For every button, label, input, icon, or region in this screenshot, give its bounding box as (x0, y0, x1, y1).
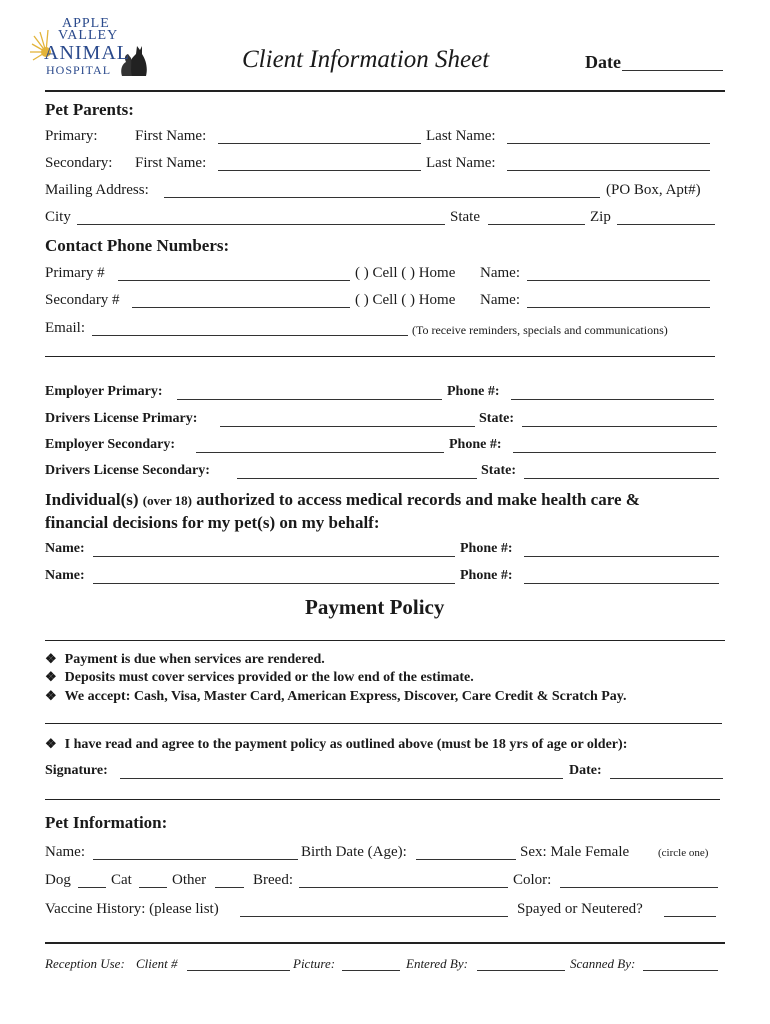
contact-heading: Contact Phone Numbers: (45, 236, 230, 255)
employer-primary-phone-input[interactable] (511, 386, 714, 400)
date-label: Date (585, 52, 621, 72)
authorized-heading-small: (over 18) (142, 493, 193, 508)
birth-date-label: Birth Date (Age): (301, 844, 407, 860)
header-date-line (622, 70, 723, 71)
breed-input[interactable] (299, 874, 508, 888)
authorized-name-1-input[interactable] (93, 543, 455, 557)
payment-top-divider (45, 640, 725, 641)
reception-row (45, 956, 725, 976)
logo-line-1: APPLE (62, 16, 110, 31)
employer-secondary-phone-input[interactable] (513, 439, 716, 453)
employer-secondary-input[interactable] (196, 439, 444, 453)
pet-name-input[interactable] (93, 846, 298, 860)
name-label: Name: (45, 568, 85, 583)
primary-parent-row (45, 128, 725, 148)
first-name-label: First Name: (135, 155, 207, 171)
dl-secondary-input[interactable] (237, 465, 477, 479)
authorized-phone-1-line (524, 556, 719, 557)
diamond-bullet-icon: ❖ (45, 669, 57, 684)
email-line (92, 335, 408, 336)
signature-line (120, 778, 563, 779)
phone-label: Phone #: (449, 437, 502, 452)
dl-primary-row (45, 411, 725, 431)
state-label: State (450, 209, 480, 225)
signature-date-line (610, 778, 723, 779)
dl-primary-state-line (522, 426, 717, 427)
payment-agree-text: I have read and agree to the payment policy as outlined above (must be 18 yrs of age or older): (64, 737, 628, 752)
scanned-by-label: Scanned By: (570, 956, 636, 971)
zip-label: Zip (590, 209, 611, 225)
state-input[interactable] (488, 211, 585, 225)
mailing-address-row (45, 182, 725, 202)
picture-line (342, 970, 400, 971)
secondary-contact-name-input[interactable] (527, 294, 710, 308)
color-input[interactable] (560, 874, 718, 888)
pet-species-row (45, 872, 725, 892)
contact-primary-row (45, 265, 725, 285)
primary-first-name-input[interactable] (218, 130, 421, 144)
entered-by-label: Entered By: (406, 956, 468, 971)
primary-phone-line (118, 280, 350, 281)
name-label: Name: (45, 541, 85, 556)
picture-label: Picture: (293, 956, 336, 971)
secondary-phone-label: Secondary # (45, 292, 120, 308)
zip-line (617, 224, 715, 225)
payment-item-1 (45, 651, 325, 668)
circle-one-note: (circle one) (658, 847, 709, 859)
hospital-logo (28, 14, 153, 80)
cat-input[interactable] (139, 874, 167, 888)
mailing-address-input[interactable] (164, 184, 600, 198)
primary-contact-name-input[interactable] (527, 267, 710, 281)
secondary-last-name-line (507, 170, 710, 171)
employer-secondary-line (196, 452, 444, 453)
email-input[interactable] (92, 322, 408, 336)
payment-mid-divider (45, 723, 722, 724)
authorized-row-2 (45, 568, 725, 588)
spayed-label: Spayed or Neutered? (517, 901, 643, 917)
dog-input[interactable] (78, 874, 106, 888)
reception-label: Reception Use: (45, 956, 125, 971)
payment-policy-heading: Payment Policy (305, 595, 445, 619)
pet-parents-heading: Pet Parents: (45, 100, 134, 119)
secondary-phone-line (132, 307, 350, 308)
employer-primary-phone-line (511, 399, 714, 400)
dl-secondary-label: Drivers License Secondary: (45, 463, 210, 478)
mailing-address-line (164, 197, 600, 198)
signature-input[interactable] (120, 765, 563, 779)
phone-label: Phone #: (460, 541, 513, 556)
primary-phone-label: Primary # (45, 265, 105, 281)
dl-primary-input[interactable] (220, 413, 475, 427)
contact-secondary-row (45, 292, 725, 312)
breed-line (299, 887, 508, 888)
state-line (488, 224, 585, 225)
page-title: Client Information Sheet (242, 46, 490, 73)
diamond-bullet-icon: ❖ (45, 688, 57, 703)
authorized-heading-line-2: financial decisions for my pet(s) on my behalf: (45, 513, 380, 532)
employer-primary-line (177, 399, 442, 400)
pet-info-heading: Pet Information: (45, 813, 168, 832)
secondary-label: Secondary: (45, 155, 113, 171)
vaccine-line (240, 916, 508, 917)
secondary-first-name-input[interactable] (218, 157, 421, 171)
pet-name-line (93, 859, 298, 860)
dog-line (78, 887, 106, 888)
city-input[interactable] (77, 211, 445, 225)
authorized-heading-part-b: authorized to access medical records and make health care & (192, 490, 640, 509)
entered-by-line (477, 970, 565, 971)
authorized-row-1 (45, 541, 725, 561)
reception-divider (45, 942, 725, 944)
header-date-field[interactable] (622, 56, 722, 70)
secondary-parent-row (45, 155, 725, 175)
payment-bottom-divider (45, 799, 720, 800)
spayed-line (664, 916, 716, 917)
primary-label: Primary: (45, 128, 98, 144)
client-number-label: Client # (136, 956, 178, 971)
client-number-line (187, 970, 290, 971)
birth-date-line (416, 859, 516, 860)
employer-primary-label: Employer Primary: (45, 384, 163, 399)
employer-primary-row (45, 384, 725, 404)
other-input[interactable] (215, 874, 244, 888)
logo-line-3: ANIMAL (44, 42, 130, 64)
mailing-address-label: Mailing Address: (45, 182, 149, 198)
payment-agree (45, 736, 627, 753)
phone-label: Phone #: (460, 568, 513, 583)
authorized-phone-2-input[interactable] (524, 570, 719, 584)
color-label: Color: (513, 872, 552, 888)
pet-name-row (45, 844, 725, 864)
secondary-contact-name-line (527, 307, 710, 308)
primary-last-name-line (507, 143, 710, 144)
last-name-label: Last Name: (426, 128, 496, 144)
employer-secondary-row (45, 437, 725, 457)
payment-item-2 (45, 669, 474, 686)
first-name-label: First Name: (135, 128, 207, 144)
color-line (560, 887, 718, 888)
city-line (77, 224, 445, 225)
other-label: Other (172, 872, 207, 888)
authorized-name-1-line (93, 556, 455, 557)
dl-secondary-state-input[interactable] (524, 465, 719, 479)
employer-primary-input[interactable] (177, 386, 442, 400)
cat-line (139, 887, 167, 888)
secondary-first-name-line (218, 170, 421, 171)
email-row (45, 320, 725, 340)
signature-date-input[interactable] (610, 765, 723, 779)
sex-options[interactable]: Sex: Male Female (520, 844, 630, 860)
authorized-phone-1-input[interactable] (524, 543, 719, 557)
primary-last-name-input[interactable] (507, 130, 710, 144)
vaccine-row (45, 901, 725, 921)
city-row (45, 209, 725, 229)
primary-contact-name-line (527, 280, 710, 281)
authorized-name-2-line (93, 583, 455, 584)
authorized-name-2-input[interactable] (93, 570, 455, 584)
payment-item-2-text: Deposits must cover services provided or the low end of the estimate. (64, 670, 474, 685)
payment-item-3-text: We accept: Cash, Visa, Master Card, American Express, Discover, Care Credit & Scratch Pay. (64, 689, 627, 704)
vaccine-label: Vaccine History: (please list) (45, 901, 219, 917)
dl-secondary-state-line (524, 478, 719, 479)
signature-row (45, 763, 725, 783)
name-label: Name: (480, 292, 520, 308)
payment-item-3 (45, 688, 627, 705)
dl-primary-state-input[interactable] (522, 413, 717, 427)
diamond-bullet-icon: ❖ (45, 651, 57, 666)
other-line (215, 887, 244, 888)
employer-secondary-label: Employer Secondary: (45, 437, 176, 452)
secondary-phone-input[interactable] (132, 294, 350, 308)
logo-line-4: HOSPITAL (46, 63, 112, 77)
email-label: Email: (45, 320, 85, 336)
spayed-input[interactable] (664, 903, 716, 917)
diamond-bullet-icon: ❖ (45, 736, 57, 751)
scanned-by-line (643, 970, 718, 971)
zip-input[interactable] (617, 211, 715, 225)
contact-divider (45, 356, 715, 357)
secondary-cell-home[interactable]: ( ) Cell ( ) Home (355, 292, 456, 308)
pet-name-label: Name: (45, 844, 85, 860)
email-note: (To receive reminders, specials and communications) (412, 323, 668, 337)
dl-primary-line (220, 426, 475, 427)
authorized-heading-line-1 (45, 490, 640, 510)
employer-secondary-phone-line (513, 452, 716, 453)
authorized-phone-2-line (524, 583, 719, 584)
last-name-label: Last Name: (426, 155, 496, 171)
breed-label: Breed: (253, 872, 293, 888)
secondary-last-name-input[interactable] (507, 157, 710, 171)
payment-item-1-text: Payment is due when services are rendered. (64, 652, 325, 667)
dog-label: Dog (45, 872, 71, 888)
signature-date-label: Date: (569, 763, 602, 778)
vaccine-input[interactable] (240, 903, 508, 917)
signature-label: Signature: (45, 763, 108, 778)
state-label: State: (479, 411, 514, 426)
phone-label: Phone #: (447, 384, 500, 399)
authorized-heading-part-a: Individual(s) (45, 490, 143, 509)
dl-secondary-line (237, 478, 477, 479)
dl-secondary-row (45, 463, 725, 483)
logo-line-2: VALLEY (58, 28, 119, 43)
city-label: City (45, 209, 71, 225)
po-box-note: (PO Box, Apt#) (606, 182, 701, 198)
dl-primary-label: Drivers License Primary: (45, 411, 198, 426)
state-label: State: (481, 463, 516, 478)
primary-first-name-line (218, 143, 421, 144)
cat-label: Cat (111, 872, 132, 888)
primary-phone-input[interactable] (118, 267, 350, 281)
header-divider (45, 90, 725, 92)
primary-cell-home[interactable]: ( ) Cell ( ) Home (355, 265, 456, 281)
birth-date-input[interactable] (416, 846, 516, 860)
name-label: Name: (480, 265, 520, 281)
